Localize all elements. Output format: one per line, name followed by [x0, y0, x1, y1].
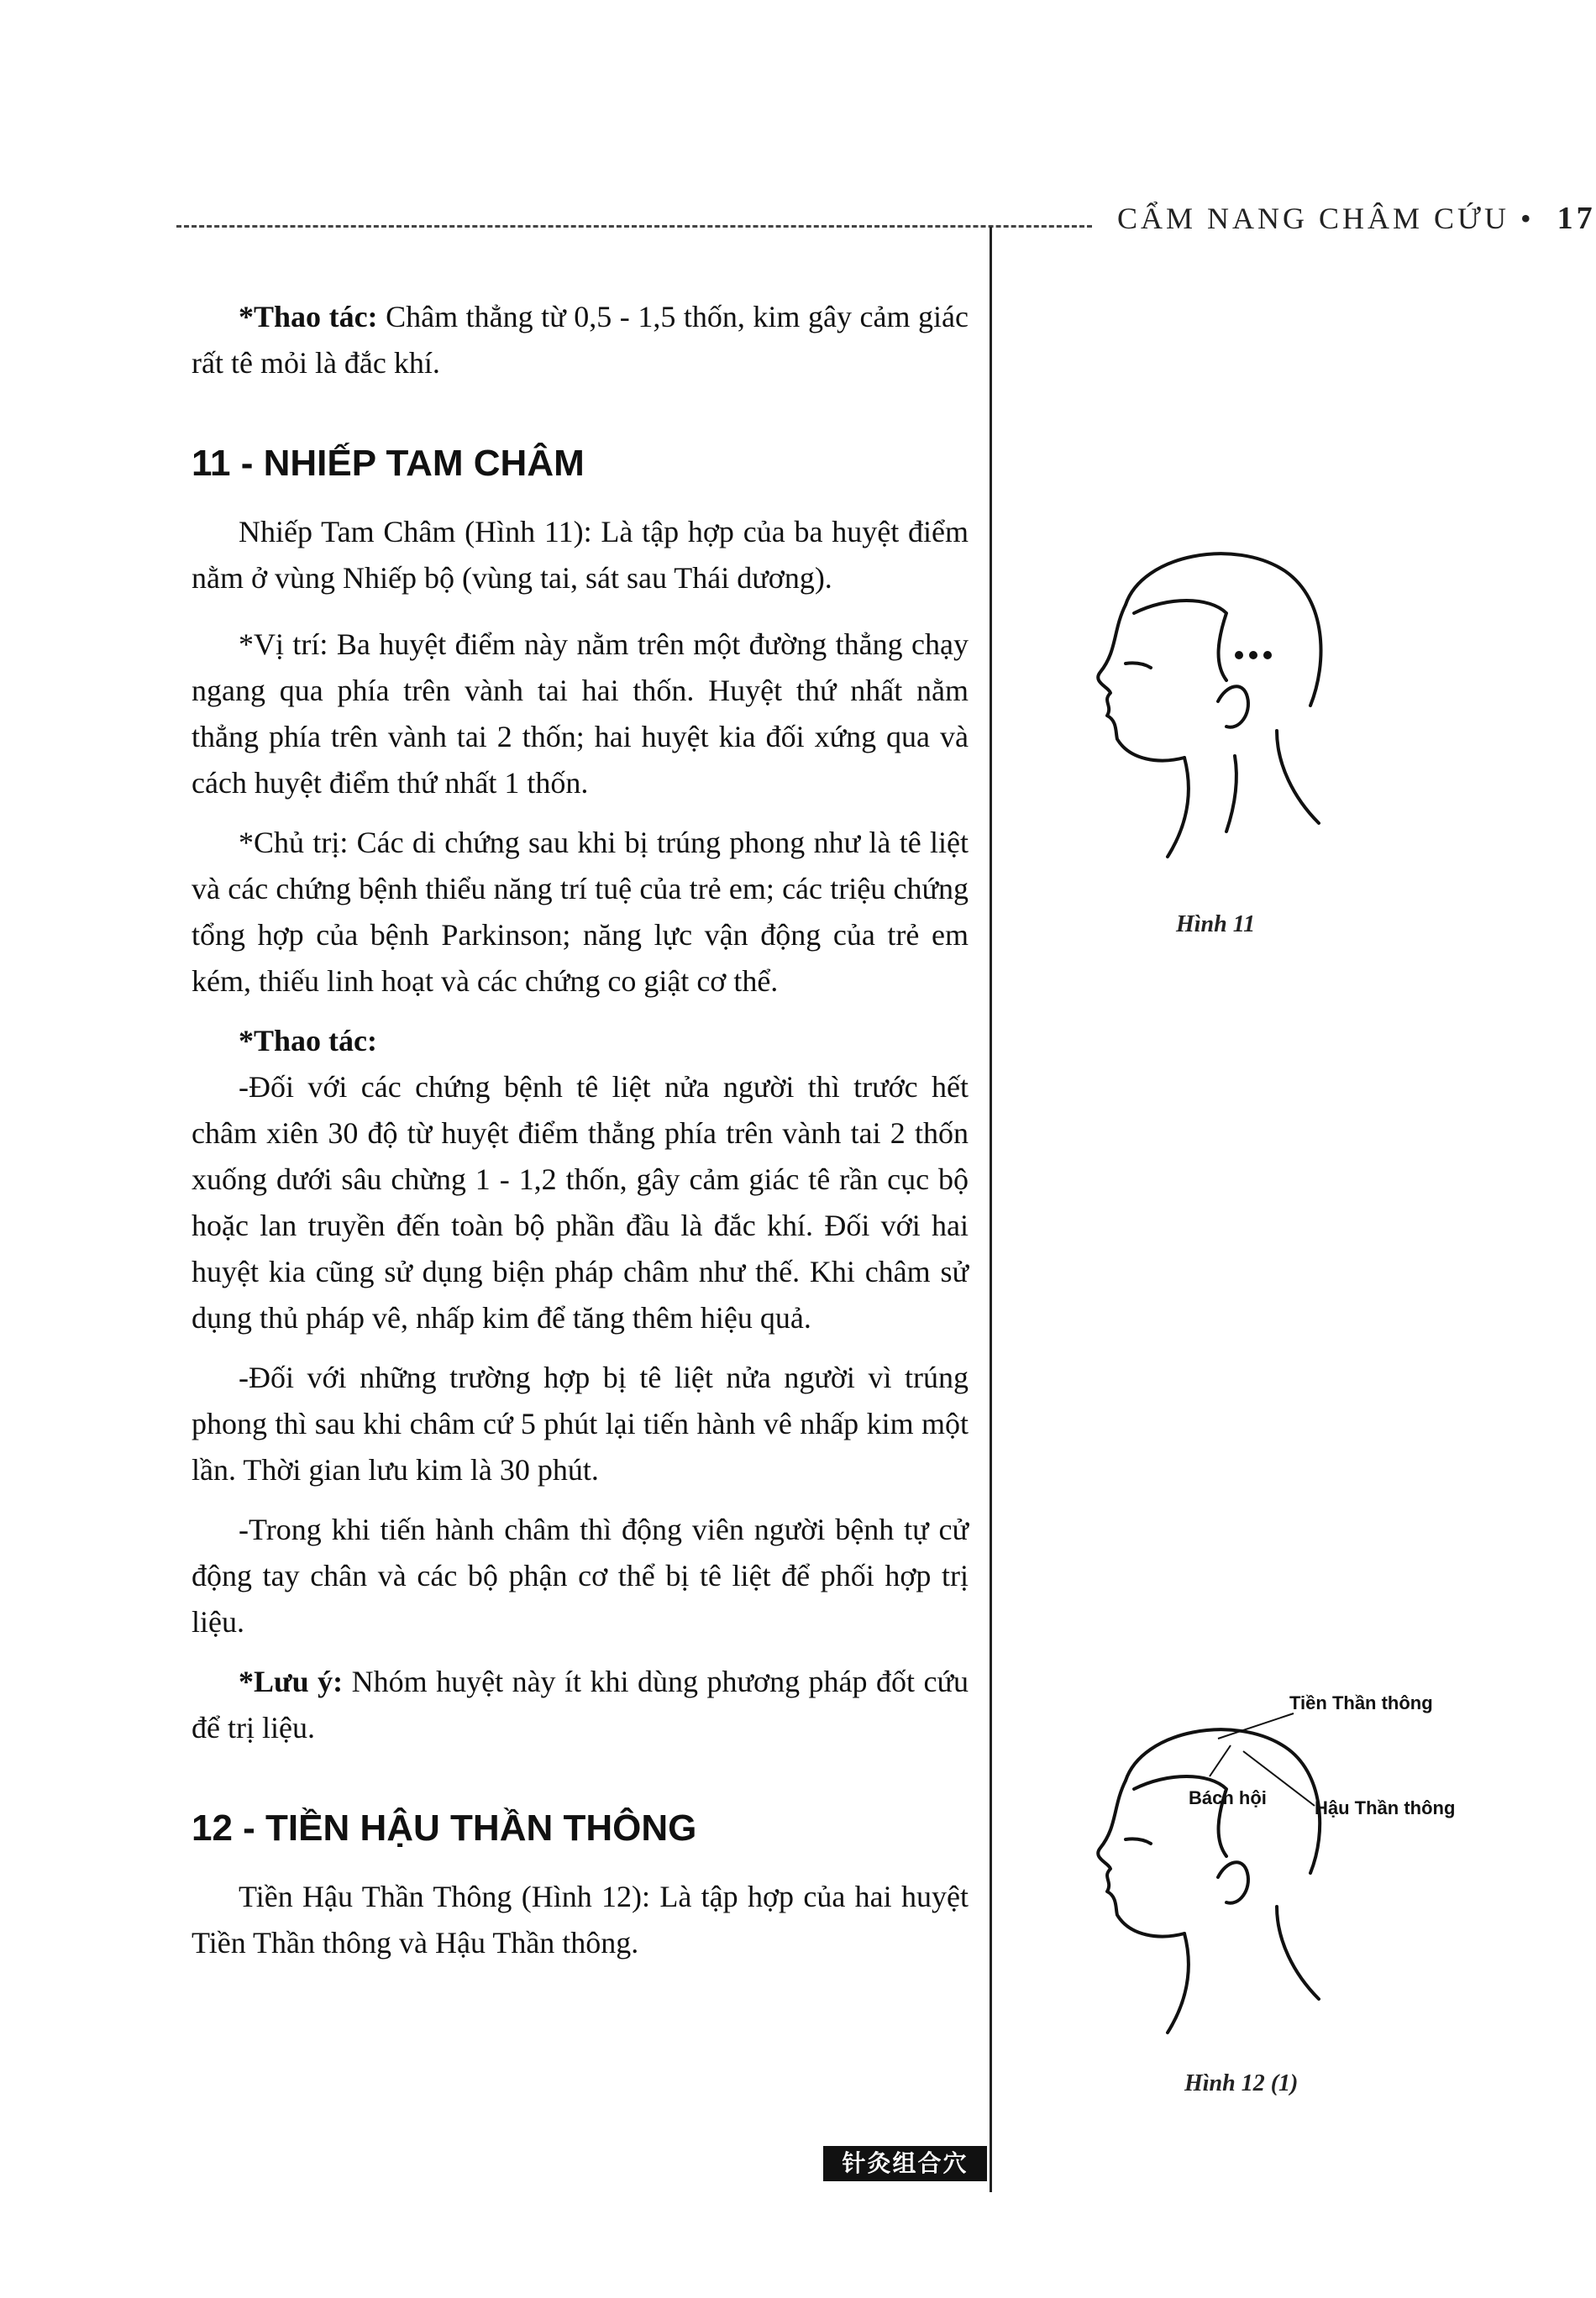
section-11-intro: Nhiếp Tam Châm (Hình 11): Là tập hợp của ba huyệt điểm nằm ở vùng Nhiếp bộ (vùng tai, sát sau Thái dương).	[192, 515, 969, 595]
fig11-points	[1235, 651, 1272, 659]
operation-label: *Thao tác:	[239, 1024, 377, 1057]
fig11-neck-back	[1277, 731, 1319, 823]
header-rule	[176, 225, 1092, 228]
section-11-title: 11 - NHIẾP TAM CHÂM	[192, 443, 585, 484]
intro-operation-text: Châm thẳng từ 0,5 - 1,5 thốn, kim gây cảm giác rất tê mỏi là đắc khí.	[192, 300, 969, 380]
fig12-neck-front	[1168, 1933, 1189, 2033]
page-number: 17	[1557, 201, 1596, 236]
note-paragraph	[192, 1659, 969, 1751]
section-12-title: 12 - TIỀN HẬU THẦN THÔNG	[192, 1807, 697, 1849]
fig12-eye	[1126, 1839, 1151, 1844]
fig11-face-profile	[1098, 605, 1184, 761]
operation-item-3: -Trong khi tiến hành châm thì động viên người bệnh tự cử động tay chân và các bộ phận cơ thể bị tê liệt để phối hợp trị liệu.	[192, 1513, 969, 1639]
fig12-neck-back	[1277, 1907, 1319, 1999]
fig11-neck-front	[1168, 758, 1189, 857]
location-label: *Vị trí:	[239, 627, 328, 661]
column-rule	[990, 227, 992, 2192]
intro-operation-paragraph	[192, 294, 969, 386]
section-12-intro: Tiền Hậu Thần Thông (Hình 12): Là tập hợp của hai huyệt Tiền Thần thông và Hậu Thần thông.	[192, 1880, 969, 1960]
location-paragraph	[192, 622, 969, 806]
running-head	[1117, 200, 1596, 237]
label-tien-than-thong: Tiền Thần thông	[1289, 1692, 1433, 1713]
figure-11-head-illustration	[1067, 538, 1352, 890]
indication-paragraph	[192, 820, 969, 1005]
running-title: CẨM NANG CHÂM CỨU	[1117, 202, 1509, 235]
label-bach-hoi: Bách hội	[1189, 1787, 1267, 1808]
figure-11-caption: Hình 11	[1176, 911, 1256, 937]
fig12-face-profile	[1098, 1781, 1184, 1937]
footer-seal: 针灸组合穴	[823, 2146, 987, 2181]
running-head-bullet: •	[1520, 202, 1535, 235]
indication-text: Các di chứng sau khi bị trúng phong như là tê liệt và các chứng bệnh thiểu năng trí tuệ của trẻ em; các triệu chứng tổng hợp của bệnh Parkinson; năng lực vận động của trẻ em kém, thiếu linh hoạt và các chứng co giật cơ thể.	[192, 826, 969, 998]
text-column	[192, 294, 969, 1966]
fig11-hairline	[1134, 601, 1226, 680]
operation-item-1: -Đối với các chứng bệnh tê liệt nửa người thì trước hết châm xiên 30 độ từ huyệt điểm thẳng phía trên vành tai 2 thốn xuống dưới sâu chừng 1 - 1,2 thốn, gây cảm giác tê rần cục bộ hoặc lan truyền đến toàn bộ phần đầu là đắc khí. Đối với hai huyệt kia cũng sử dụng biện pháp châm như thế. Khi châm sử dụng thủ pháp vê, nhấp kim để tăng thêm hiệu quả.	[192, 1070, 969, 1335]
location-text: Ba huyệt điểm này nằm trên một đường thẳng chạy ngang qua phía trên vành tai hai thốn. Huyệt thứ nhất nằm thẳng phía trên vành tai 2 thốn; hai huyệt kia đối xứng qua và cách huyệt điểm thứ nhất 1 thốn.	[192, 627, 969, 800]
fig11-ear	[1218, 686, 1248, 727]
intro-operation-label: *Thao tác:	[239, 300, 378, 333]
figure-12-head-illustration	[1067, 1705, 1352, 2058]
fig12-ear	[1218, 1862, 1248, 1903]
note-label: *Lưu ý:	[239, 1665, 344, 1698]
indication-label: *Chủ trị:	[239, 826, 349, 859]
note-text: Nhóm huyệt này ít khi dùng phương pháp đốt cứu để trị liệu.	[192, 1665, 969, 1744]
fig11-eye	[1126, 663, 1151, 668]
operation-item-2: -Đối với những trường hợp bị tê liệt nửa người vì trúng phong thì sau khi châm cứ 5 phút lại tiến hành vê nhấp kim một lần. Thời gian lưu kim là 30 phút.	[192, 1361, 969, 1487]
figure-12-caption: Hình 12 (1)	[1184, 2070, 1299, 2096]
label-hau-than-thong: Hậu Thần thông	[1315, 1797, 1456, 1818]
fig11-neck-muscle	[1226, 756, 1236, 832]
